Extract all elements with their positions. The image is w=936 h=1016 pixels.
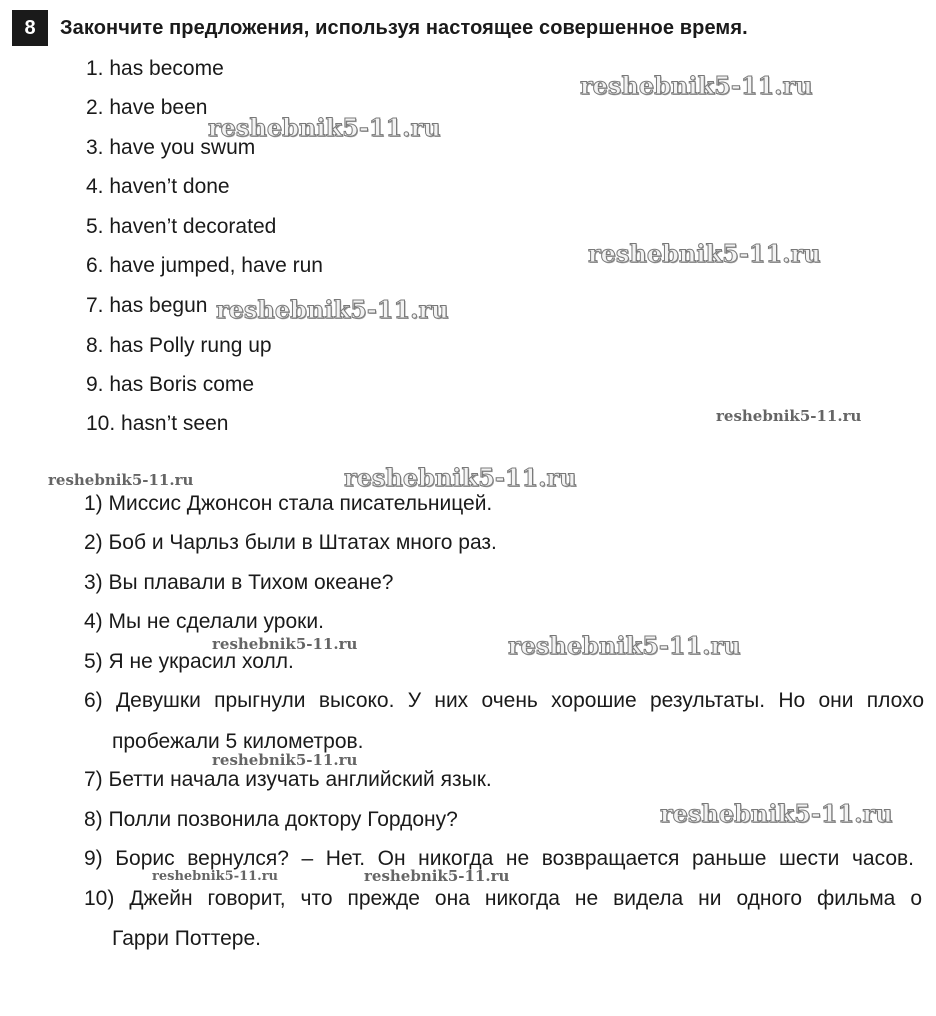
translation-item: 8) Полли позвонила доктору Гордону? [84,808,458,831]
watermark: reshebnik5-11.ru [364,867,510,885]
watermark: reshebnik5-11.ru [588,239,821,268]
answer-item: 10. hasn’t seen [86,412,229,435]
watermark: reshebnik5-11.ru [212,635,358,653]
translation-item: 1) Миссис Джонсон стала писательницей. [84,492,493,515]
task-header [12,10,748,46]
translation-item: 10) Джейн говорит, что прежде она никогда не видела ни одного фильма о [84,887,922,910]
watermark: reshebnik5-11.ru [344,463,577,492]
translation-continuation: Гарри Поттере. [112,927,261,950]
watermark: reshebnik5-11.ru [152,869,279,884]
task-title: Закончите предложения, используя настоящее совершенное время. [60,16,748,39]
translation-continuation: пробежали 5 километров. [112,730,364,753]
answer-item: 9. has Boris come [86,373,255,396]
answer-item: 1. has become [86,57,224,80]
task-number-badge: 8 [12,10,48,46]
watermark: reshebnik5-11.ru [508,631,741,660]
answer-item: 6. have jumped, have run [86,254,323,277]
watermark: reshebnik5-11.ru [660,799,893,828]
watermark: reshebnik5-11.ru [216,295,449,324]
watermark: reshebnik5-11.ru [212,751,358,769]
translation-item: 5) Я не украсил холл. [84,650,294,673]
translation-item: 6) Девушки прыгнули высоко. У них очень хорошие результаты. Но они плохо [84,689,924,712]
answer-item: 4. haven’t done [86,175,230,198]
watermark: reshebnik5-11.ru [48,471,194,489]
answer-item: 3. have you swum [86,136,256,159]
translation-item: 2) Боб и Чарльз были в Штатах много раз. [84,531,497,554]
answer-item: 8. has Polly rung up [86,334,272,357]
translation-item: 9) Борис вернулся? – Нет. Он никогда не возвращается раньше шести часов. [84,847,914,870]
watermark: reshebnik5-11.ru [716,407,862,425]
watermark: reshebnik5-11.ru [208,113,441,142]
translation-item: 7) Бетти начала изучать английский язык. [84,768,492,791]
answer-item: 2. have been [86,96,208,119]
answer-item: 7. has begun [86,294,208,317]
answer-item: 5. haven’t decorated [86,215,277,238]
translation-item: 3) Вы плавали в Тихом океане? [84,571,394,594]
watermark: reshebnik5-11.ru [580,71,813,100]
translation-item: 4) Мы не сделали уроки. [84,610,324,633]
